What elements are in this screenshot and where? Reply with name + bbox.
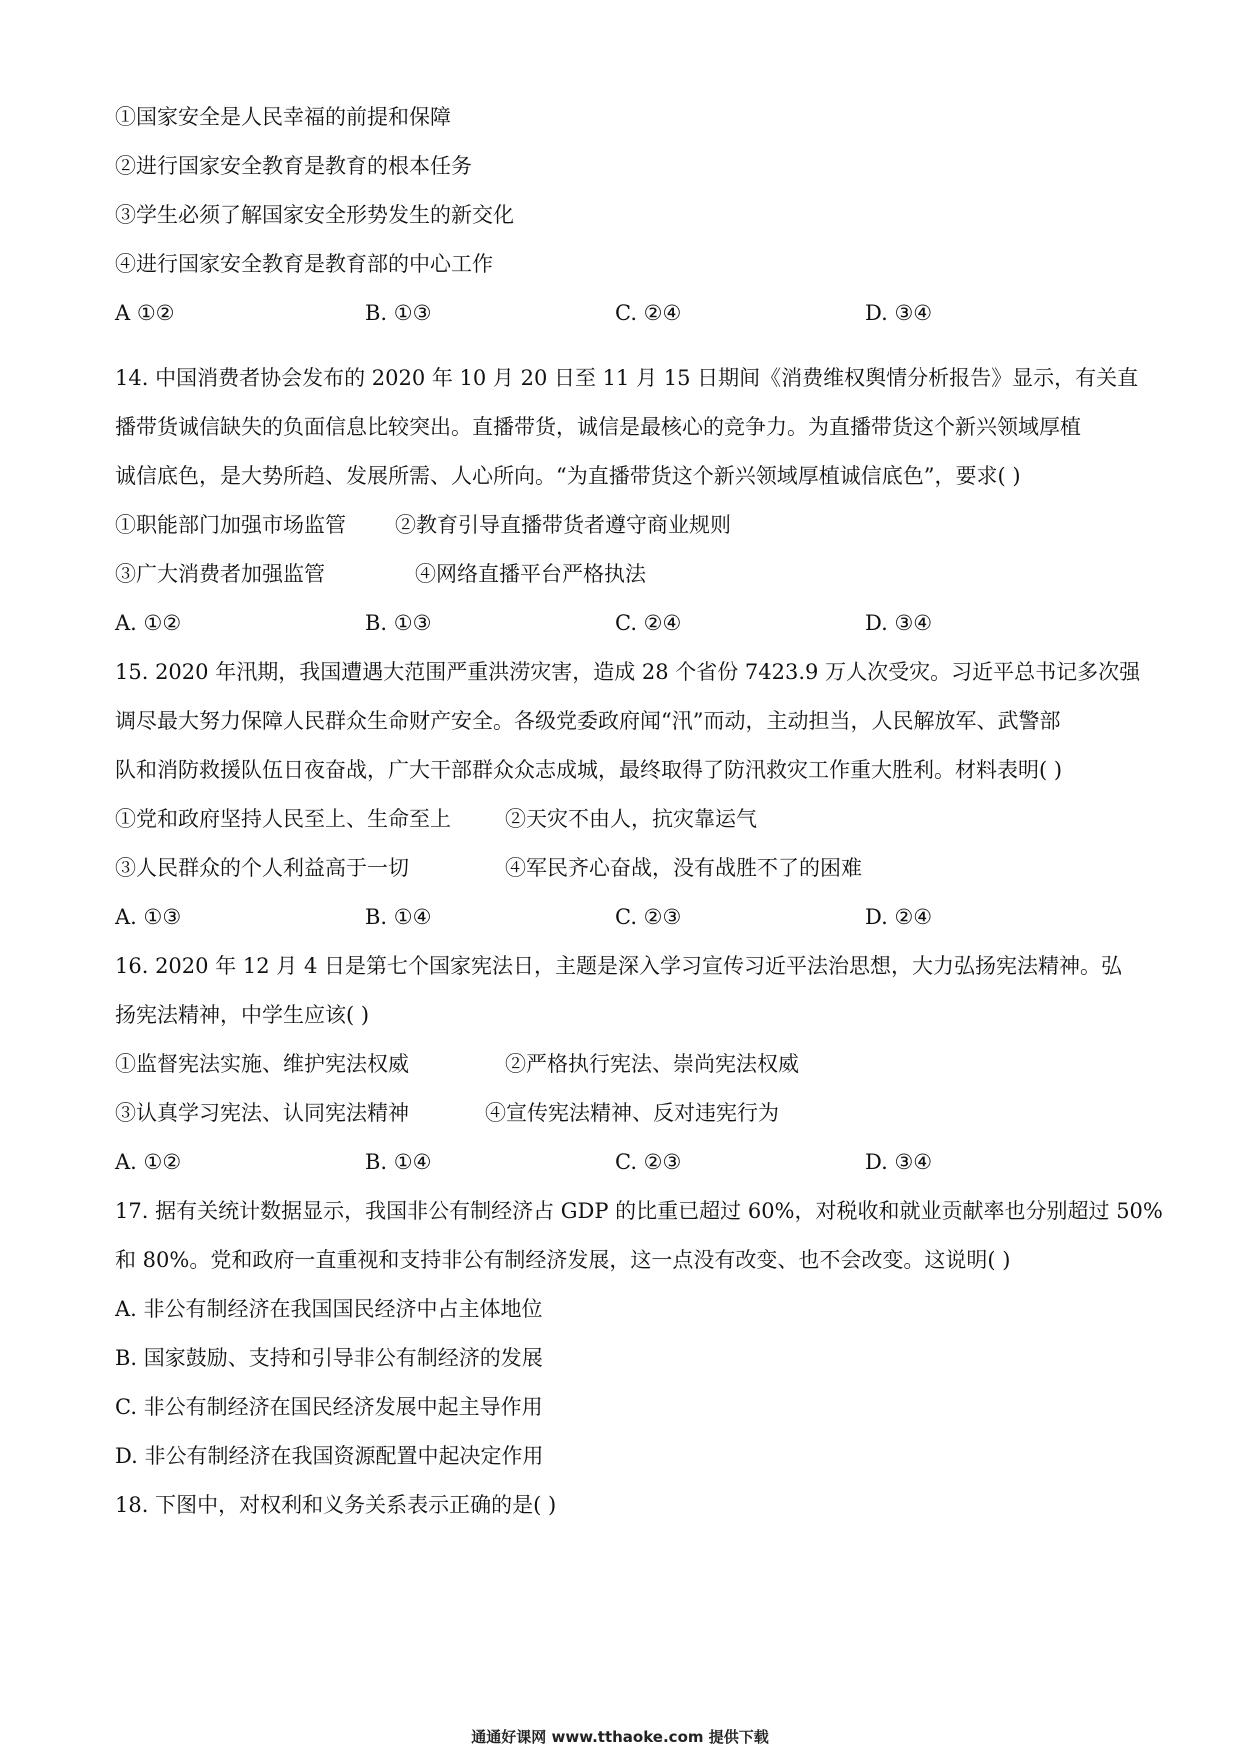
q17-option-c: C. 非公有制经济在国民经济发展中起主导作用: [115, 1395, 543, 1419]
q13-option-b: B. ①③: [365, 301, 432, 325]
q14-option-a: A. ①②: [115, 611, 182, 635]
q17-option-a: A. 非公有制经济在我国国民经济中占主体地位: [115, 1297, 543, 1321]
q15-stem-line-1: 15. 2020 年汛期，我国遭遇大范围严重洪涝灾害，造成 28 个省份 7423.9 万人次受灾。习近平总书记多次强: [115, 660, 1141, 684]
q15-item-3: ③人民群众的个人利益高于一切: [115, 856, 409, 880]
q16-option-b: B. ①④: [365, 1150, 432, 1174]
q15-item-1: ①党和政府坚持人民至上、生命至上: [115, 807, 451, 831]
q14-item-4: ④网络直播平台严格执法: [415, 562, 646, 586]
q13-option-c: C. ②④: [615, 301, 682, 325]
q16-option-c: C. ②③: [615, 1150, 682, 1174]
q13-item-2: ②进行国家安全教育是教育的根本任务: [115, 154, 472, 178]
q13-item-3: ③学生必须了解国家安全形势发生的新交化: [115, 203, 514, 227]
q13-option-d: D. ③④: [865, 301, 933, 325]
q16-item-3: ③认真学习宪法、认同宪法精神: [115, 1101, 409, 1125]
q15-option-c: C. ②③: [615, 905, 682, 929]
q17-option-b: B. 国家鼓励、支持和引导非公有制经济的发展: [115, 1346, 543, 1370]
q13-item-4: ④进行国家安全教育是教育部的中心工作: [115, 252, 493, 276]
q15-option-b: B. ①④: [365, 905, 432, 929]
q15-option-a: A. ①③: [115, 905, 182, 929]
q14-option-d: D. ③④: [865, 611, 933, 635]
q15-option-d: D. ②④: [865, 905, 933, 929]
q16-item-2: ②严格执行宪法、崇尚宪法权威: [505, 1052, 799, 1076]
q13-item-1: ①国家安全是人民幸福的前提和保障: [115, 105, 451, 129]
q14-item-2: ②教育引导直播带货者遵守商业规则: [395, 513, 731, 537]
q16-item-1: ①监督宪法实施、维护宪法权威: [115, 1052, 409, 1076]
q15-stem-line-3: 队和消防救援队伍日夜奋战，广大干部群众众志成城，最终取得了防汛救灾工作重大胜利。材料表明( ): [115, 758, 1063, 782]
q14-stem-line-2: 播带货诚信缺失的负面信息比较突出。直播带货，诚信是最核心的竞争力。为直播带货这个新兴领域厚植: [115, 415, 1081, 439]
q14-option-b: B. ①③: [365, 611, 432, 635]
page-footer: 通通好课网 www.tthaoke.com 提供下载: [471, 1728, 769, 1746]
q16-option-a: A. ①②: [115, 1150, 182, 1174]
q14-stem-line-1: 14. 中国消费者协会发布的 2020 年 10 月 20 日至 11 月 15 日期间《消费维权舆情分析报告》显示，有关直: [115, 366, 1139, 390]
q14-stem-line-3: 诚信底色，是大势所趋、发展所需、人心所向。“为直播带货这个新兴领域厚植诚信底色”，要求( ): [115, 464, 1021, 488]
q16-stem-line-2: 扬宪法精神，中学生应该( ): [115, 1003, 370, 1027]
q14-item-3: ③广大消费者加强监管: [115, 562, 325, 586]
q15-stem-line-2: 调尽最大努力保障人民群众生命财产安全。各级党委政府闻“汛”而动，主动担当，人民解放军、武警部: [115, 709, 1061, 733]
q16-option-d: D. ③④: [865, 1150, 933, 1174]
q13-option-a: A ①②: [115, 301, 175, 325]
q15-item-4: ④军民齐心奋战，没有战胜不了的困难: [505, 856, 862, 880]
q17-stem-line-1: 17. 据有关统计数据显示，我国非公有制经济占 GDP 的比重已超过 60%，对税收和就业贡献率也分别超过 50%: [115, 1199, 1163, 1223]
q16-item-4: ④宣传宪法精神、反对违宪行为: [485, 1101, 779, 1125]
q14-option-c: C. ②④: [615, 611, 682, 635]
q17-option-d: D. 非公有制经济在我国资源配置中起决定作用: [115, 1444, 544, 1468]
q15-item-2: ②天灾不由人，抗灾靠运气: [505, 807, 757, 831]
q18-stem-line-1: 18. 下图中，对权利和义务关系表示正确的是( ): [115, 1493, 557, 1517]
q14-item-1: ①职能部门加强市场监管: [115, 513, 346, 537]
q16-stem-line-1: 16. 2020 年 12 月 4 日是第七个国家宪法日，主题是深入学习宣传习近平法治思想，大力弘扬宪法精神。弘: [115, 954, 1122, 978]
q17-stem-line-2: 和 80%。党和政府一直重视和支持非公有制经济发展，这一点没有改变、也不会改变。这说明( ): [115, 1248, 1011, 1272]
